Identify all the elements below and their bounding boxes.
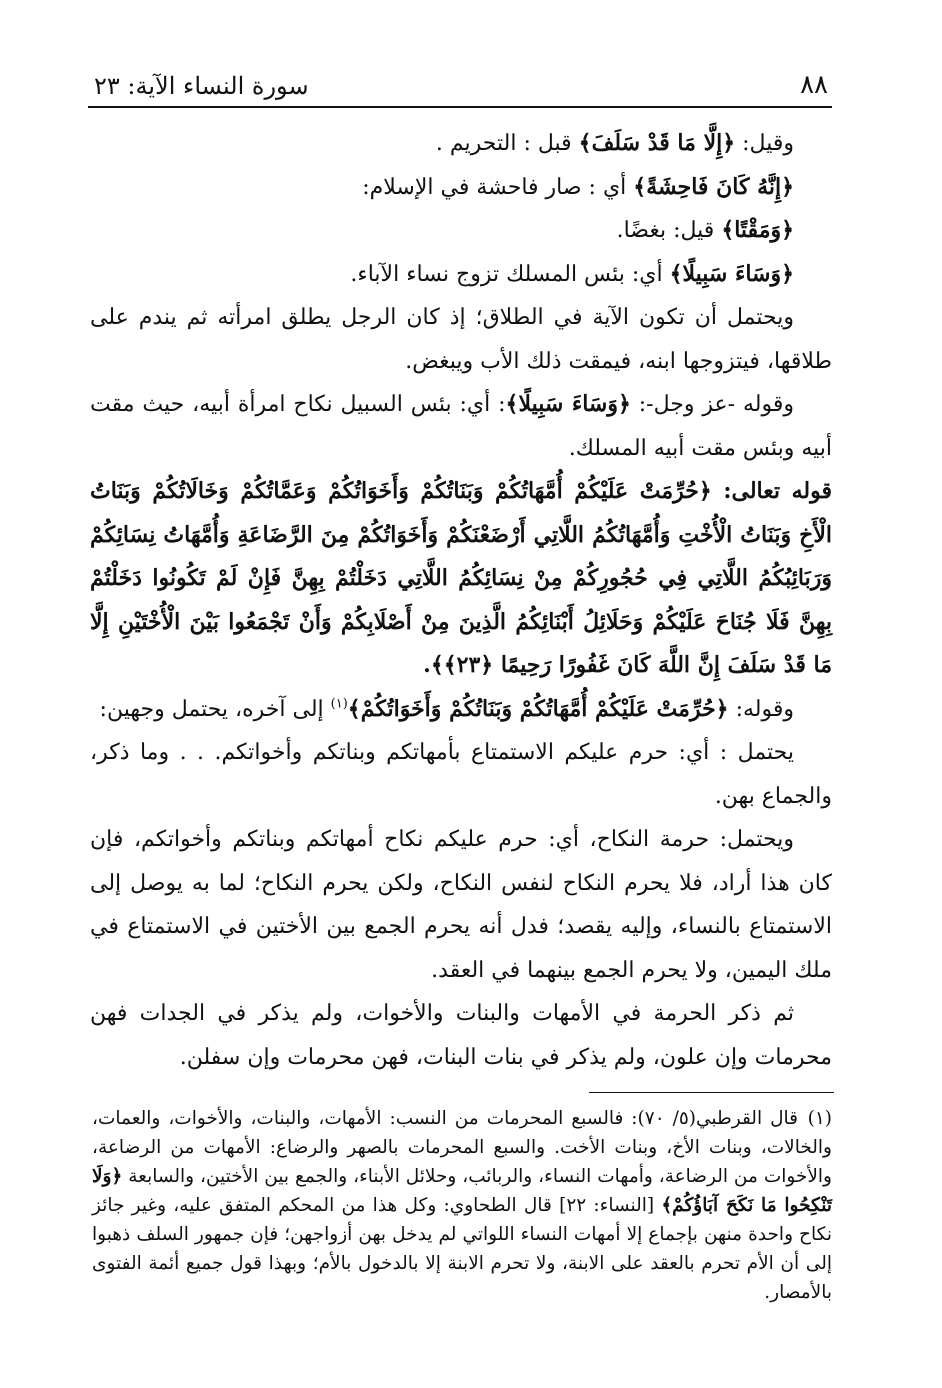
text-run: قال القرطبي(٥/ ٧٠): فالسبع المحرمات من النسب: الأمهات، والبنات، والأخوات، والعمات، والخالات، وبنات الأخ، وبنات الأخت. والسبع المحرمات بالصهر والرضاع: الأمهات من الرضاعة، والأخوات من الرضاعة، وأمهات النساء، والربائب، وحلائل الأبناء، والجمع بين الأختين، والسابعة (92, 1108, 832, 1187)
text-run: قبل : التحريم . (435, 131, 579, 156)
main-text (90, 122, 832, 1079)
paragraph: يحتمل : أي: حرم عليكم الاستمتاع بأمهاتكم وبناتكم وأخواتكم. . . وما ذكر، والجماع بهن. (90, 740, 832, 809)
verse-paragraph (90, 470, 832, 688)
text-run: وقوله -عز وجل-: (630, 392, 794, 417)
footnote-ref: (١) (330, 696, 348, 712)
footnote-number: (١) (807, 1108, 832, 1129)
paragraph (90, 383, 832, 470)
quran-quote: ﴿حُرِّمَتْ عَلَيْكُمْ أُمَّهَاتُكُمْ وَبَنَاتُكُمْ وَأَخَوَاتُكُمْ﴾ (347, 695, 729, 722)
footnote-divider (589, 1092, 834, 1093)
quran-verse: ﴿حُرِّمَتْ عَلَيْكُمْ أُمَّهَاتُكُمْ وَبَنَاتُكُمْ وَأَخَوَاتُكُمْ وَعَمَّاتُكُمْ وَخَالَاتُكُمْ وَبَنَاتُ الْأَخِ وَبَنَاتُ الْأُخْتِ وَأُمَّهَاتُكُمُ اللَّاتِي أَرْضَعْنَكُمْ وَأَخَوَاتُكُمْ مِنَ الرَّضَاعَةِ وَأُمَّهَاتُ نِسَائِكُمْ وَرَبَائِبُكُمُ اللَّاتِي فِي حُجُورِكُمْ مِنْ نِسَائِكُمُ اللَّاتِي دَخَلْتُمْ بِهِنَّ فَإِنْ لَمْ تَكُونُوا دَخَلْتُمْ بِهِنَّ فَلَا جُنَاحَ عَلَيْكُمْ وَحَلَائِلُ أَبْنَائِكُمُ الَّذِينَ مِنْ أَصْلَابِكُمْ وَأَنْ تَجْمَعُوا بَيْنَ الْأُخْتَيْنِ إِلَّا مَا قَدْ سَلَفَ إِنَّ اللَّهَ كَانَ غَفُورًا رَحِيمًا ﴿٢٣﴾﴾. (90, 478, 832, 678)
text-run: قيل: بغضًا. (616, 218, 722, 243)
verse-lead: قوله تعالى: (711, 478, 832, 504)
running-head: سورة النساء الآية: ٢٣ (94, 72, 309, 100)
paragraph (90, 253, 832, 297)
page-header (88, 66, 832, 108)
paragraph (90, 166, 832, 210)
text-run: : أي: بئس السبيل نكاح امرأة أبيه، حيث مقت أبيه وبئس مقت أبيه المسلك. (90, 392, 832, 461)
quran-quote: ﴿وَلَا تَنْكِحُوا مَا نَكَحَ آبَاؤُكُمْ﴾ (92, 1166, 832, 1216)
text-run: أي: بئس المسلك تزوج نساء الآباء. (350, 261, 670, 287)
paragraph (90, 122, 832, 166)
text-run: وقوله: (728, 696, 794, 722)
paragraph (90, 209, 832, 253)
text-run: وقيل: (735, 131, 794, 156)
quran-quote: ﴿إِلَّا مَا قَدْ سَلَفَ﴾ (578, 130, 736, 156)
quran-quote: ﴿وَسَاءَ سَبِيلًا﴾ (669, 260, 794, 287)
quran-quote: ﴿إِنَّهُ كَانَ فَاحِشَةً﴾ (633, 173, 794, 200)
page-number: ٨٨ (800, 70, 828, 100)
paragraph: ثم ذكر الحرمة في الأمهات والبنات والأخوات، ولم يذكر في الجدات فهن محرمات وإن علون، ولم يذكر في بنات البنات، فهن محرمات وإن سفلن. (90, 1001, 832, 1070)
quran-quote: ﴿وَسَاءَ سَبِيلًا﴾ (505, 391, 631, 417)
footnotes (92, 1104, 832, 1307)
paragraph: ويحتمل أن تكون الآية في الطلاق؛ إذ كان الرجل يطلق امرأته ثم يندم على طلاقها، فيتزوجها ابنه، فيمقت ذلك الأب ويبغض. (90, 305, 832, 374)
text-run: إلى آخره، يحتمل وجهين: (99, 696, 331, 722)
quran-quote: ﴿وَمَقْتًا﴾ (721, 217, 794, 243)
text-run: [النساء: ٢٢] قال الطحاوي: وكل هذا من المحكم المتفق عليه، وغير جائز نكاح واحدة منهن بإجماع إلا أمهات النساء اللواتي لم يدخل بهن أزواجهن؛ فإن جمهور السلف ذهبوا إلى أن الأم تحرم بالعقد على الابنة، ولا تحرم الابنة إلا بالدخول بالأم؛ وبهذا قول جميع أئمة الفتوى بالأمصار. (92, 1195, 832, 1303)
paragraph: ويحتمل: حرمة النكاح، أي: حرم عليكم نكاح أمهاتكم وبناتكم وأخواتكم، فإن كان هذا أراد، فلا يحرم النكاح لنفس النكاح، ولكن يحرم النكاح؛ لما به يوصل إلى الاستمتاع بالنساء، وإليه يقصد؛ فدل أنه يحرم الجمع بين الأختين في الاستمتاع في ملك اليمين، ولا يحرم الجمع بينهما في العقد. (90, 827, 832, 983)
footnote (92, 1104, 832, 1307)
text-run: أي : صار فاحشة في الإسلام: (362, 174, 634, 200)
paragraph (90, 688, 832, 732)
